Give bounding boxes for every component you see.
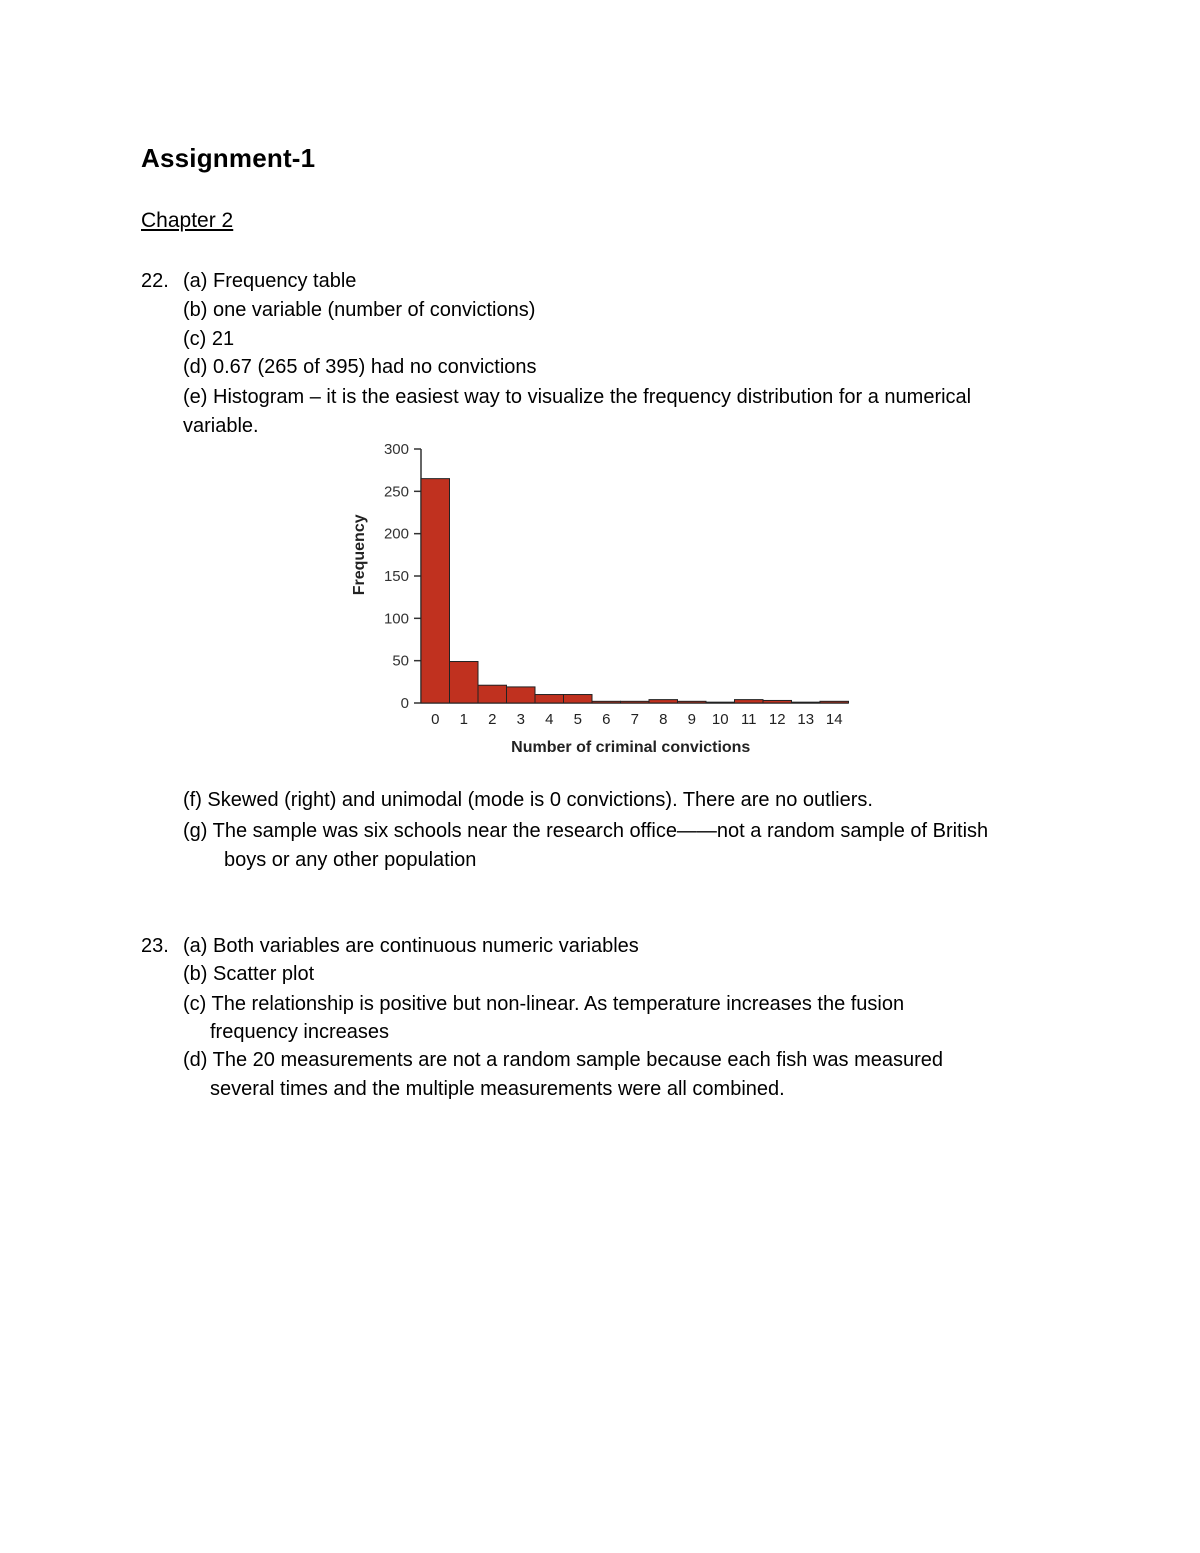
question-23-number: 23.: [141, 935, 169, 957]
x-tick-label: 2: [488, 711, 497, 728]
x-tick-label: 0: [431, 711, 440, 728]
chapter-heading: Chapter 2: [141, 209, 234, 232]
histogram-chart: [340, 430, 860, 760]
question-22-number: 22.: [141, 270, 169, 292]
q22-answer-b: (b) one variable (number of convictions): [183, 299, 536, 321]
q23-answer-b: (b) Scatter plot: [183, 963, 315, 985]
y-tick-label: 200: [383, 525, 409, 543]
q22-answer-c: (c) 21: [183, 328, 235, 350]
x-tick-label: 4: [545, 711, 554, 728]
q22-answer-a: (a) Frequency table: [183, 270, 357, 292]
document-title: Assignment-1: [141, 143, 316, 173]
x-tick-label: 11: [740, 711, 757, 728]
histogram-bar: [735, 700, 764, 703]
histogram-bar: [421, 479, 450, 703]
histogram-bar: [450, 662, 479, 703]
histogram-bar: [649, 700, 678, 703]
y-tick-label: 100: [383, 610, 409, 628]
histogram-bar: [621, 701, 650, 703]
x-tick-label: 10: [711, 711, 729, 728]
histogram-bar: [592, 701, 621, 703]
histogram-bar: [678, 701, 707, 703]
q22-answer-g-line1: (g) The sample was six schools near the research office——not a random sample of British: [183, 820, 989, 842]
x-tick-label: 8: [659, 711, 668, 728]
x-tick-label: 3: [516, 711, 525, 728]
q23-answer-a: (a) Both variables are continuous numeric variables: [183, 935, 639, 957]
q23-answer-d-line1: (d) The 20 measurements are not a random sample because each fish was measured: [183, 1049, 944, 1071]
x-tick-label: 6: [602, 711, 611, 728]
histogram-bar: [564, 695, 593, 703]
q22-answer-f: (f) Skewed (right) and unimodal (mode is 0 convictions). There are no outliers.: [183, 789, 873, 811]
y-tick-label: 250: [383, 483, 409, 501]
q22-answer-e-line2: variable.: [183, 415, 259, 437]
y-tick-label: 300: [383, 441, 409, 458]
x-tick-label: 7: [630, 711, 639, 728]
x-tick-label: 5: [573, 711, 582, 728]
y-tick-label: 50: [392, 652, 409, 670]
y-tick-label: 0: [400, 695, 409, 712]
x-tick-label: 1: [459, 711, 468, 728]
q23-answer-c-line2: frequency increases: [210, 1021, 389, 1043]
histogram-bar: [820, 701, 849, 703]
q23-answer-d-line2: several times and the multiple measurements were all combined.: [210, 1078, 785, 1100]
histogram-bar: [763, 700, 792, 703]
y-tick-label: 150: [383, 568, 409, 585]
x-tick-label: 9: [687, 711, 696, 728]
q22-answer-d: (d) 0.67 (265 of 395) had no convictions: [183, 356, 537, 378]
x-tick-label: 14: [825, 711, 843, 728]
x-tick-label: 13: [797, 711, 815, 728]
histogram-bar: [706, 702, 735, 703]
x-axis-title: Number of criminal convictions: [511, 739, 751, 756]
y-axis-title: Frequency: [351, 514, 368, 596]
x-tick-label: 12: [768, 711, 786, 728]
histogram-bar: [478, 685, 507, 703]
q22-answer-e-line1: (e) Histogram – it is the easiest way to visualize the frequency distribution for a numerical: [183, 386, 972, 408]
histogram-bar: [535, 695, 564, 703]
histogram-bar: [507, 687, 536, 703]
q22-answer-g-line2: boys or any other population: [224, 849, 477, 871]
q23-answer-c-line1: (c) The relationship is positive but non-linear. As temperature increases the fusion: [183, 993, 905, 1015]
histogram-bar: [792, 702, 821, 703]
